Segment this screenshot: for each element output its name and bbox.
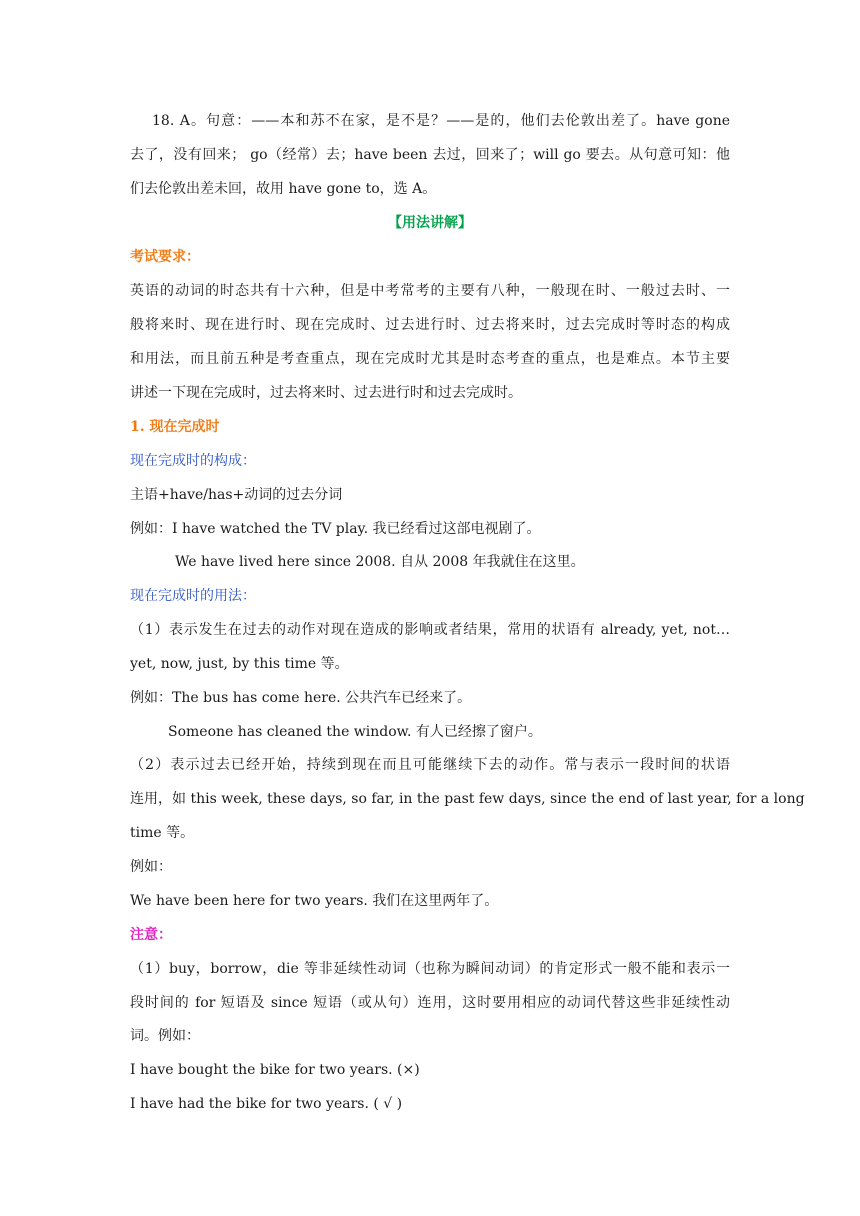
note-right-example: I have had the bike for two years. ( √ ) <box>130 1096 403 1112</box>
note-line-1: （1）buy，borrow，die 等非延续性动词（也称为瞬间动词）的肯定形式一般不能和表示一 <box>130 961 730 977</box>
answer-line-1: 18. A。句意：——本和苏不在家，是不是？——是的，他们去伦敦出差了。have gone <box>152 113 730 129</box>
answer-line-3: 们去伦敦出差未回，故用 have gone to，选 A。 <box>130 181 437 197</box>
exam-line-1: 英语的动词的时态共有十六种，但是中考常考的主要有八种，一般现在时、一般过去时、一 <box>130 283 730 299</box>
note-wrong-example: I have bought the bike for two years. (×) <box>130 1062 420 1078</box>
structure-formula: 主语+have/has+动词的过去分词 <box>130 487 343 503</box>
structure-heading: 现在完成时的构成： <box>130 453 256 469</box>
exam-heading: 考试要求： <box>130 249 200 265</box>
note-heading: 注意： <box>130 927 172 943</box>
usage2-label: 例如： <box>130 859 172 875</box>
usage2-line-2: 连用，如 this week, these days, so far, in the past few days, since the end of last year, for a long <box>130 791 805 807</box>
structure-example-1: 例如：I have watched the TV play. 我已经看过这部电视剧了。 <box>130 521 541 537</box>
note-line-3: 词。例如： <box>130 1028 200 1044</box>
usage1-example-2: Someone has cleaned the window. 有人已经擦了窗户。 <box>168 724 542 740</box>
usage1-line-2: yet, now, just, by this time 等。 <box>130 656 349 672</box>
answer-line-2: 去了，没有回来； go（经常）去；have been 去过，回来了；will go 要去。从句意可知：他 <box>130 147 730 163</box>
section-title: 【用法讲解】 <box>388 215 472 231</box>
usage2-example: We have been here for two years. 我们在这里两年了。 <box>130 893 499 909</box>
usage1-example-1: 例如：The bus has come here. 公共汽车已经来了。 <box>130 690 472 706</box>
perfect-heading: 1. 现在完成时 <box>130 419 220 435</box>
usage-heading: 现在完成时的用法： <box>130 588 256 604</box>
structure-example-2: We have lived here since 2008. 自从 2008 年我就住在这里。 <box>175 554 585 570</box>
usage2-line-3: time 等。 <box>130 825 195 841</box>
exam-line-3: 和用法，而且前五种是考查重点，现在完成时尤其是时态考查的重点，也是难点。本节主要 <box>130 351 730 367</box>
note-line-2: 段时间的 for 短语及 since 短语（或从句）连用，这时要用相应的动词代替这些非延续性动 <box>130 995 730 1011</box>
exam-line-2: 般将来时、现在进行时、现在完成时、过去进行时、过去将来时，过去完成时等时态的构成 <box>130 317 730 333</box>
usage1-line-1: （1）表示发生在过去的动作对现在造成的影响或者结果，常用的状语有 already, yet, not… <box>130 622 730 638</box>
usage2-line-1: （2）表示过去已经开始，持续到现在而且可能继续下去的动作。常与表示一段时间的状语 <box>130 757 730 773</box>
exam-line-4: 讲述一下现在完成时，过去将来时、过去进行时和过去完成时。 <box>130 385 522 401</box>
